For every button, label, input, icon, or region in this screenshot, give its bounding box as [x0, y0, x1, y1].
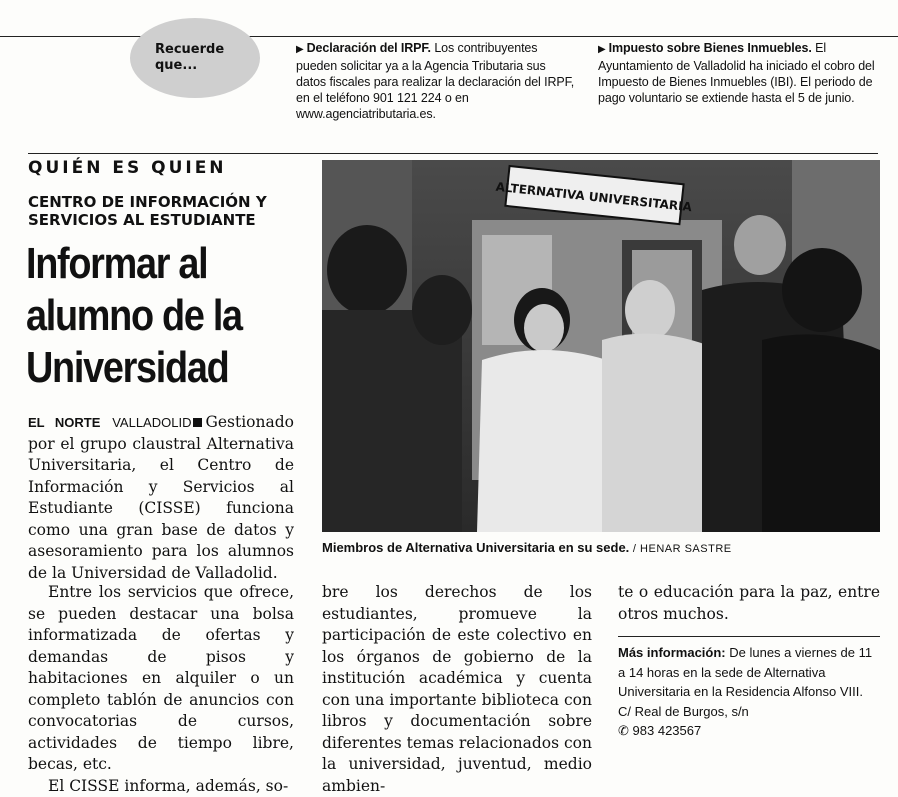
article-lead: [28, 412, 294, 584]
phone-icon: ✆: [618, 723, 629, 738]
photo-caption: [322, 540, 880, 555]
brief-ibi: [598, 40, 883, 106]
lead-text: Gestionado por el grupo claustral Alternativa Universitaria, el Centro de Información y Servicios al Estudiante (CISSE) funciona como una gran base de datos y asesoramiento para los alumnos de la Universidad de Valladolid.: [28, 413, 294, 582]
byline-paper: EL NORTE: [28, 415, 100, 430]
info-text: De lunes a viernes de 11 a 14 horas en la sede de Alternativa Universitaria en la Residencia Alfonso VIII.: [618, 645, 872, 699]
article-subhead: CENTRO DE INFORMACIÓN Y SERVICIOS AL ESTUDIANTE: [28, 193, 308, 229]
article-column-3: te o educación para la paz, entre otros muchos.: [618, 582, 880, 625]
top-rule: [0, 36, 898, 37]
banner-text: ALTERNATIVA UNIVERSITARIA: [495, 180, 693, 215]
info-address: C/ Real de Burgos, s/n: [618, 704, 749, 719]
brief-text: Los contribuyentes pueden solicitar ya a la Agencia Tributaria sus datos fiscales para realizar la declaración del IRPF, en el teléfono 901 121 224 o en www.agenciatributaria.es.: [296, 41, 574, 121]
section-rule: [28, 153, 878, 154]
reminder-bubble: [130, 18, 260, 98]
caption-text: Miembros de Alternativa Universitaria en su sede.: [322, 540, 629, 555]
article-column-1: [28, 582, 294, 797]
group-photo: [322, 160, 880, 532]
brief-title: Declaración del IRPF.: [307, 41, 431, 55]
photo-illustration: [322, 160, 880, 532]
info-phone: 983 423567: [633, 723, 702, 738]
reminder-label: Recuerde que...: [155, 42, 235, 74]
paragraph: Entre los servicios que ofrece, se pueden destacar una bolsa informatizada de ofertas y demandas de pisos y habitaciones en alquiler o un completo tablón de anuncios con convocatorias de cursos, actividades de tiempo libre, becas, etc.: [28, 583, 294, 773]
article-headline: Informar al alumno de la Universidad: [26, 238, 275, 394]
brief-text: El Ayuntamiento de Valladolid ha iniciado el cobro del Impuesto de Bienes Inmuebles (IBI). El periodo de pago voluntario se extiende hasta el 5 de junio.: [598, 41, 875, 105]
article-column-2: bre los derechos de los estudiantes, promueve la participación de este colectivo en los órganos de gobierno de la institución académica y cuenta con una importante biblioteca con libros y documentación sobre diferentes temas relacionados con la universidad, juventud, medio ambien-: [322, 582, 592, 797]
paragraph: El CISSE informa, además, so-: [28, 776, 294, 797]
square-bullet-icon: [193, 418, 202, 427]
brief-title: Impuesto sobre Bienes Inmuebles.: [609, 41, 812, 55]
info-box: [618, 636, 880, 741]
info-label: Más información:: [618, 645, 726, 660]
brief-irpf: [296, 40, 578, 122]
triangle-bullet-icon: ▶: [598, 44, 606, 55]
byline-city: VALLADOLID: [112, 415, 191, 430]
triangle-bullet-icon: ▶: [296, 44, 304, 55]
photo-credit: / HENAR SASTRE: [633, 543, 732, 555]
section-kicker: QUIÉN ES QUIEN: [28, 158, 227, 178]
